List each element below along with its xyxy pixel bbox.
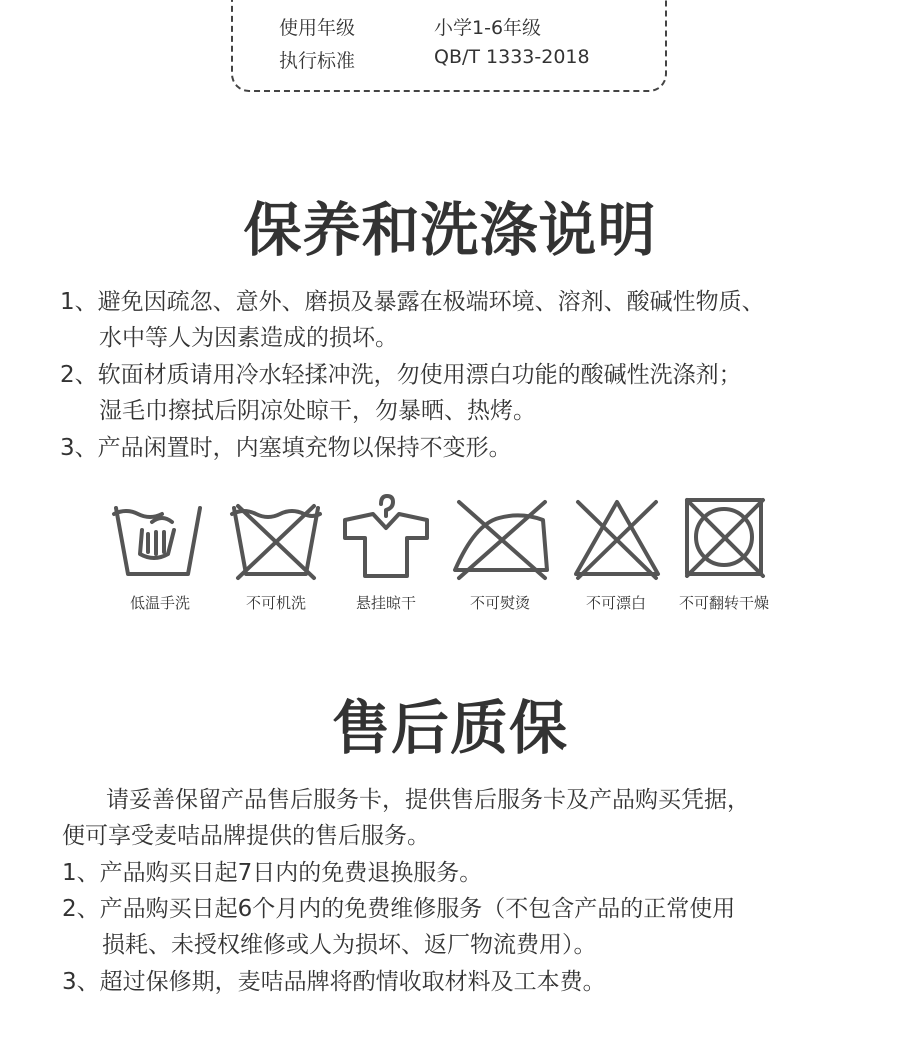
care-line-1: 1、避免因疏忽、意外、磨损及暴露在极端环境、溶剂、酸碱性物质、: [60, 289, 765, 315]
care-title: 保养和洗涤说明: [243, 196, 657, 264]
no-machine-wash-icon: [228, 500, 324, 582]
aftersale-line-2: 2、产品购买日起6个月内的免费维修服务（不包含产品的正常使用: [62, 896, 736, 922]
care-icon-label: 不可漂白: [585, 594, 646, 612]
aftersale-line-3: 3、超过保修期，麦咭品牌将酌情收取材料及工本费。: [62, 969, 606, 995]
aftersale-line-1: 1、产品购买日起7日内的免费退换服务。: [62, 860, 483, 886]
no-iron-icon: [451, 498, 551, 582]
low-temp-hand-wash-icon: [110, 500, 206, 582]
care-icon-label: 不可翻转干燥: [678, 594, 769, 612]
care-line-3: 3、产品闲置时，内塞填充物以保持不变形。: [60, 435, 512, 461]
spec-key: 执行标准: [279, 50, 356, 72]
aftersale-line-2-cont: 损耗、未授权维修或人为损坏、返厂物流费用）。: [102, 932, 597, 958]
care-line-2: 2、软面材质请用冷水轻揉冲洗，勿使用漂白功能的酸碱性洗涤剂；: [60, 362, 742, 388]
spec-key: 使用年级: [279, 17, 356, 39]
no-tumble-dry-icon: [683, 494, 767, 578]
aftersale-intro-cont: 便可享受麦咭品牌提供的售后服务。: [62, 823, 430, 849]
hang-dry-icon: [341, 494, 431, 582]
spec-value: QB/T 1333-2018: [434, 46, 590, 68]
care-icon-label: 不可机洗: [245, 594, 306, 612]
care-icon-label: 低温手洗: [129, 594, 190, 612]
aftersale-intro: 请妥善保留产品售后服务卡，提供售后服务卡及产品购买凭据，: [106, 787, 750, 813]
care-icon-label: 不可熨烫: [469, 594, 530, 612]
spec-value: 小学1-6年级: [434, 17, 542, 39]
care-line-1-cont: 水中等人为因素造成的损坏。: [99, 325, 398, 351]
aftersale-title: 售后质保: [331, 694, 568, 762]
care-line-2-cont: 湿毛巾擦拭后阴凉处晾干，勿暴晒、热烤。: [99, 398, 536, 424]
care-icon-label: 悬挂晾干: [355, 594, 416, 612]
no-bleach-icon: [572, 498, 662, 582]
